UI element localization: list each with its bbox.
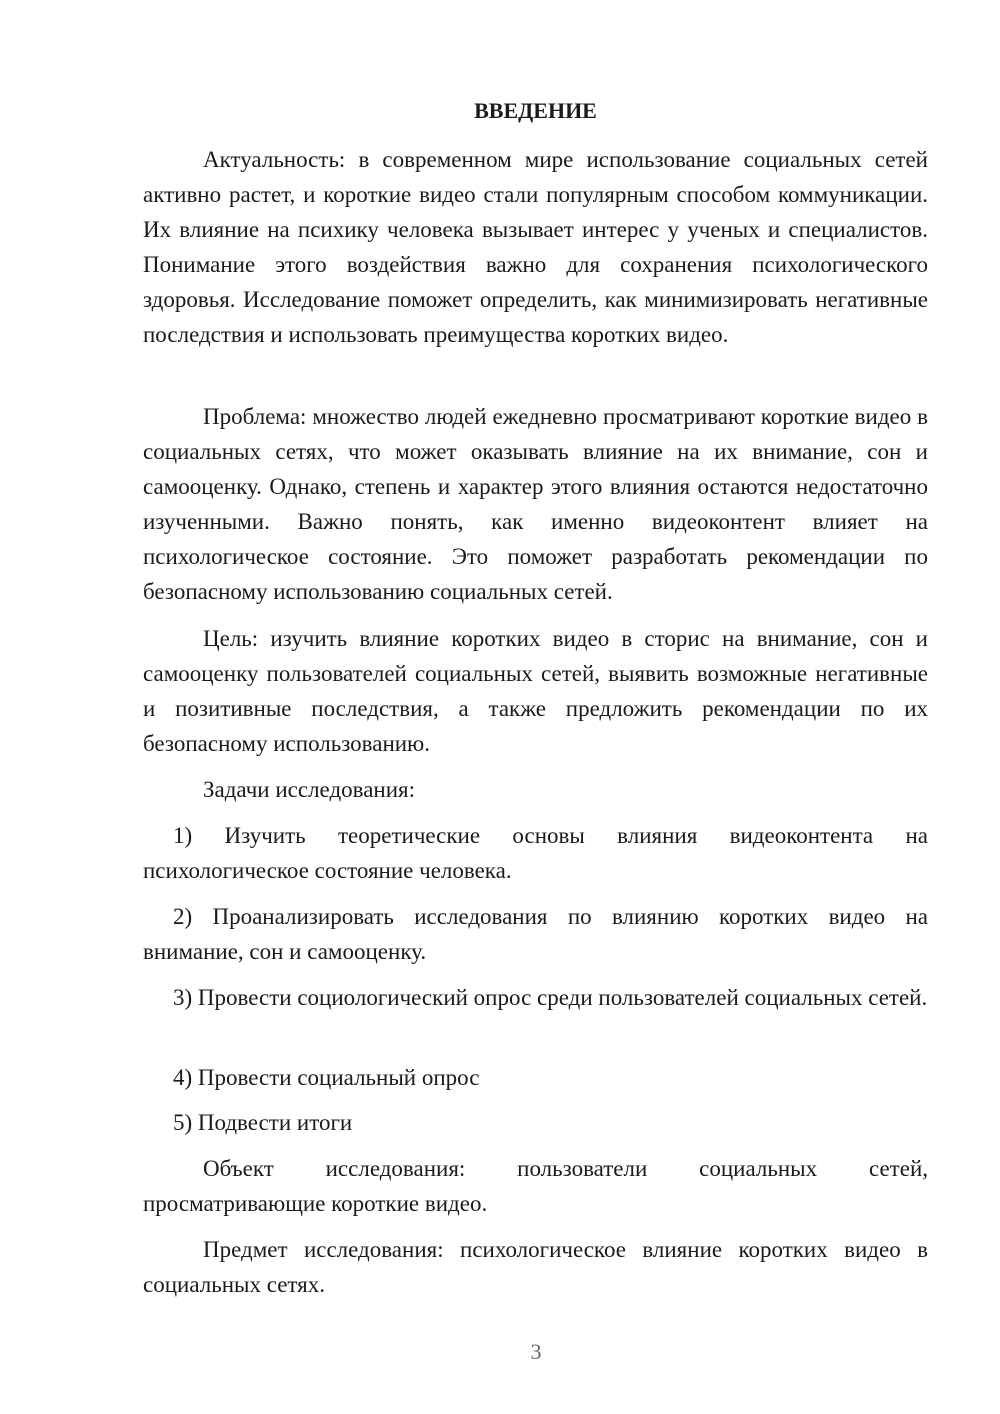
problem-paragraph: Проблема: множество людей ежедневно просматривают короткие видео в социальных сетях, что может оказывать влияние на их внимание, сон и самооценку. Однако, степень и характер этого влияния остаются недостаточно изученными. Важно понять, как именно видеоконтент влияет на психологическое состояние. Это поможет разработать рекомендации по безопасному использованию социальных сетей. [143, 404, 928, 604]
goal-paragraph: Цель: изучить влияние коротких видео в сторис на внимание, сон и самооценку пользователей социальных сетей, выявить возможные негативные и позитивные последствия, а также предложить рекомендации по их безопасному использованию. [143, 626, 928, 756]
task-item-3-block [143, 980, 928, 1015]
relevance-paragraph: Актуальность: в современном мире использование социальных сетей активно растет, и короткие видео стали популярным способом коммуникации. Их влияние на психику человека вызывает интерес у ученых и специалистов. Понимание этого воздействия важно для сохранения психологического здоровья. Исследование поможет определить, как минимизировать негативные последствия и использовать преимущества коротких видео. [143, 147, 928, 347]
section-heading: ВВЕДЕНИЕ [474, 98, 597, 123]
goal-block [143, 621, 928, 761]
tasks-title: Задачи исследования: [203, 777, 416, 802]
subject-block [143, 1232, 928, 1302]
task-item: 1) Изучить теоретические основы влияния видеоконтента на психологическое состояние человека. [143, 823, 928, 883]
task-item: 2) Проанализировать исследования по влиянию коротких видео на внимание, сон и самооценку. [143, 904, 928, 964]
task-item-2-block [143, 899, 928, 969]
task-item-5-block [143, 1105, 928, 1140]
subject-paragraph: Предмет исследования: психологическое влияние коротких видео в социальных сетях. [143, 1237, 928, 1297]
task-item-4-block [143, 1060, 928, 1095]
page-number: 3 [530, 1339, 542, 1364]
task-item: 4) Провести социальный опрос [173, 1065, 480, 1090]
task-item-1-block [143, 818, 928, 888]
problem-block [143, 399, 928, 609]
task-item: 5) Подвести итоги [173, 1110, 353, 1135]
task-item: 3) Провести социологический опрос среди пользователей социальных сетей. [173, 985, 928, 1010]
tasks-title-block [143, 772, 928, 807]
object-block [143, 1151, 928, 1221]
object-paragraph: Объект исследования: пользователи социальных сетей, просматривающие короткие видео. [143, 1156, 928, 1216]
relevance-block [143, 142, 928, 352]
